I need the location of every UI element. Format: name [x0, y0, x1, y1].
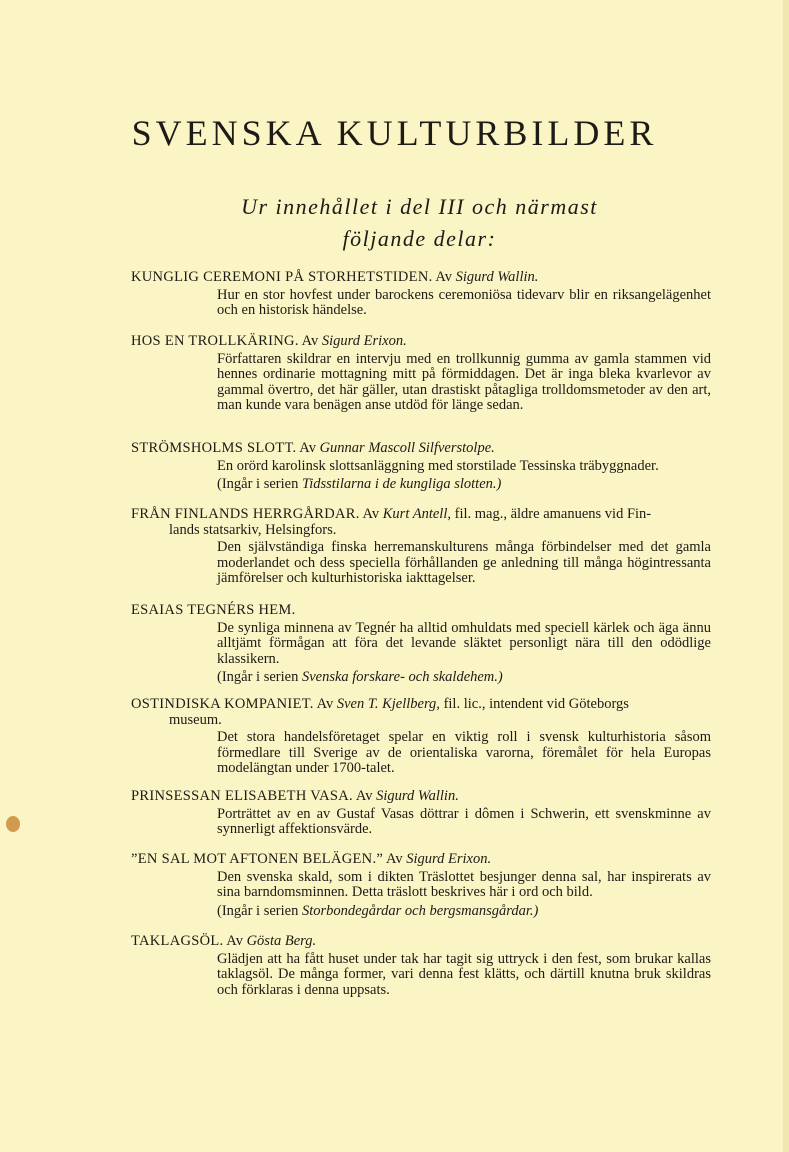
- entry-kunglig-ceremoni: [131, 270, 711, 319]
- series-note-prefix: (Ingår i serien: [217, 902, 299, 919]
- series-note-prefix: (Ingår i serien: [217, 476, 299, 493]
- entry-av: Av: [435, 269, 453, 285]
- entry-heading-continuation: lands statsarkiv, Helsingfors.: [169, 521, 337, 538]
- entry-av: Av: [355, 788, 373, 804]
- series-note-prefix: (Ingår i serien: [217, 669, 299, 686]
- entry-author-title: fil. lic., intendent vid Göteborgs: [443, 696, 629, 712]
- entry-stromsholms-slott: [131, 441, 711, 493]
- entry-author: Sigurd Wallin.: [376, 788, 459, 804]
- entry-description: Hur en stor hovfest under barockens ceremoniösa tidevarv blir en riksangelägenhet och en historisk händelse.: [217, 286, 711, 319]
- entry-author: Kurt Antell,: [382, 506, 451, 522]
- entry-av: Av: [316, 696, 334, 712]
- entry-fran-finlands-herrgardar: [131, 507, 711, 587]
- entry-author-title: fil. mag., äldre amanuens vid Fin-: [454, 506, 652, 522]
- entry-description: Det stora handelsföretaget spelar en viktig roll i svensk kulturhistoria såsom förmedlare till Sverige av de orientaliska varorna, föremålet för hela Europas modelängtan under 1700-talet.: [217, 729, 711, 777]
- entry-description: Författaren skildrar en intervju med en trollkunnig gumma av gamla stammen vid hennes ordinarie mottagning mitt på förmiddagen. Det är inga bleka kvarlevor av gammal övertro, det här gäller, utan drastiskt påtagliga trolldomsmetoder av den art, man kunde vara benägen anse utdöd för länge sedan.: [217, 350, 711, 414]
- entry-heading: [131, 270, 711, 286]
- entry-author: Gunnar Mascoll Silfverstolpe.: [319, 440, 495, 456]
- series-note-title: Storbondegårdar och bergsmansgårdar.): [301, 902, 539, 919]
- paper-stain: [6, 816, 20, 832]
- entry-description: De synliga minnena av Tegnér ha alltid omhuldats med speciell kärlek och äga ännu alltjämt förmågan att föra det levande släktet personligt nära till den odödlige klassikern.: [217, 619, 711, 667]
- entry-title: KUNGLIG CEREMONI PÅ STORHETSTIDEN.: [131, 269, 433, 285]
- entry-author: Sigurd Erixon.: [406, 851, 492, 867]
- entry-av: Av: [385, 851, 403, 867]
- series-note-title: Svenska forskare- och skaldehem.): [301, 669, 503, 686]
- entry-hos-en-trollkaring: [131, 334, 711, 414]
- entry-author: Sigurd Erixon.: [321, 333, 407, 349]
- entry-prinsessan-elisabeth-vasa: [131, 789, 711, 838]
- entry-title: ESAIAS TEGNÉRS HEM.: [131, 602, 296, 618]
- entry-author: Gösta Berg.: [246, 933, 317, 949]
- entry-heading: [131, 334, 711, 350]
- entry-description: Den svenska skald, som i dikten Träslottet besjunger denna sal, har inspirerats av sina barndomsminnen. Detta träslott beskrives här i ord och bild.: [217, 868, 711, 901]
- subtitle-line-2: följande delar:: [342, 226, 497, 251]
- entry-title: HOS EN TROLLKÄRING.: [131, 333, 299, 349]
- entry-description: Den självständiga finska herremanskulturens många förbindelser med det gamla moderlandet och dess speciella förhållanden ge anledning till många högintressanta jämförelser och kulturhistoriska iakttagelser.: [217, 539, 711, 587]
- entry-author: Sigurd Wallin.: [455, 269, 539, 285]
- entry-title: TAKLAGSÖL.: [131, 933, 224, 949]
- entry-heading: [131, 852, 711, 868]
- entry-title: FRÅN FINLANDS HERRGÅRDAR.: [131, 506, 360, 522]
- entry-en-sal-mot-aftonen: [131, 852, 711, 919]
- entry-description: Glädjen att ha fått huset under tak har tagit sig uttryck i den fest, som brukar kallas taklagsöl. De många former, vari denna fest klätts, och därtill knutna bruk skildras och förklaras i denna uppsats.: [217, 950, 711, 998]
- entry-heading: [131, 441, 711, 457]
- entry-heading: [131, 934, 711, 950]
- page-title: SVENSKA KULTURBILDER: [131, 113, 658, 153]
- entry-title: OSTINDISKA KOMPANIET.: [131, 696, 314, 712]
- entry-description: En orörd karolinsk slottsanläggning med storstilade Tessinska träbyggnader.: [217, 457, 659, 474]
- entry-heading: [131, 789, 711, 805]
- entry-title: ”EN SAL MOT AFTONEN BELÄGEN.”: [131, 851, 384, 867]
- entry-series-note: [131, 670, 711, 686]
- entry-ostindiska-kompaniet: [131, 697, 711, 777]
- entry-av: Av: [226, 933, 243, 949]
- entry-esaias-tegners-hem: [131, 603, 711, 686]
- entry-heading: [131, 603, 711, 619]
- entry-av: Av: [301, 333, 319, 349]
- entry-av: Av: [299, 440, 316, 456]
- entry-description: Porträttet av en av Gustaf Vasas döttrar i dômen i Schwerin, ett svenskminne av synnerligt affektionsvärde.: [217, 805, 711, 838]
- entry-heading: [131, 507, 711, 523]
- entry-author: Sven T. Kjellberg,: [336, 696, 440, 712]
- entry-heading: [131, 697, 711, 713]
- entry-series-note: [131, 477, 711, 493]
- entry-title: PRINSESSAN ELISABETH VASA.: [131, 788, 353, 804]
- page-subtitle: [0, 191, 789, 255]
- series-note-title: Tidsstilarna i de kungliga slotten.): [301, 476, 502, 493]
- entry-taklagsol: [131, 934, 711, 998]
- entry-av: Av: [362, 506, 380, 522]
- entry-heading-continuation: museum.: [169, 711, 222, 728]
- entry-series-note: [131, 904, 711, 920]
- subtitle-line-1: Ur innehållet i del III och närmast: [241, 194, 598, 219]
- entry-title: STRÖMSHOLMS SLOTT.: [131, 440, 297, 456]
